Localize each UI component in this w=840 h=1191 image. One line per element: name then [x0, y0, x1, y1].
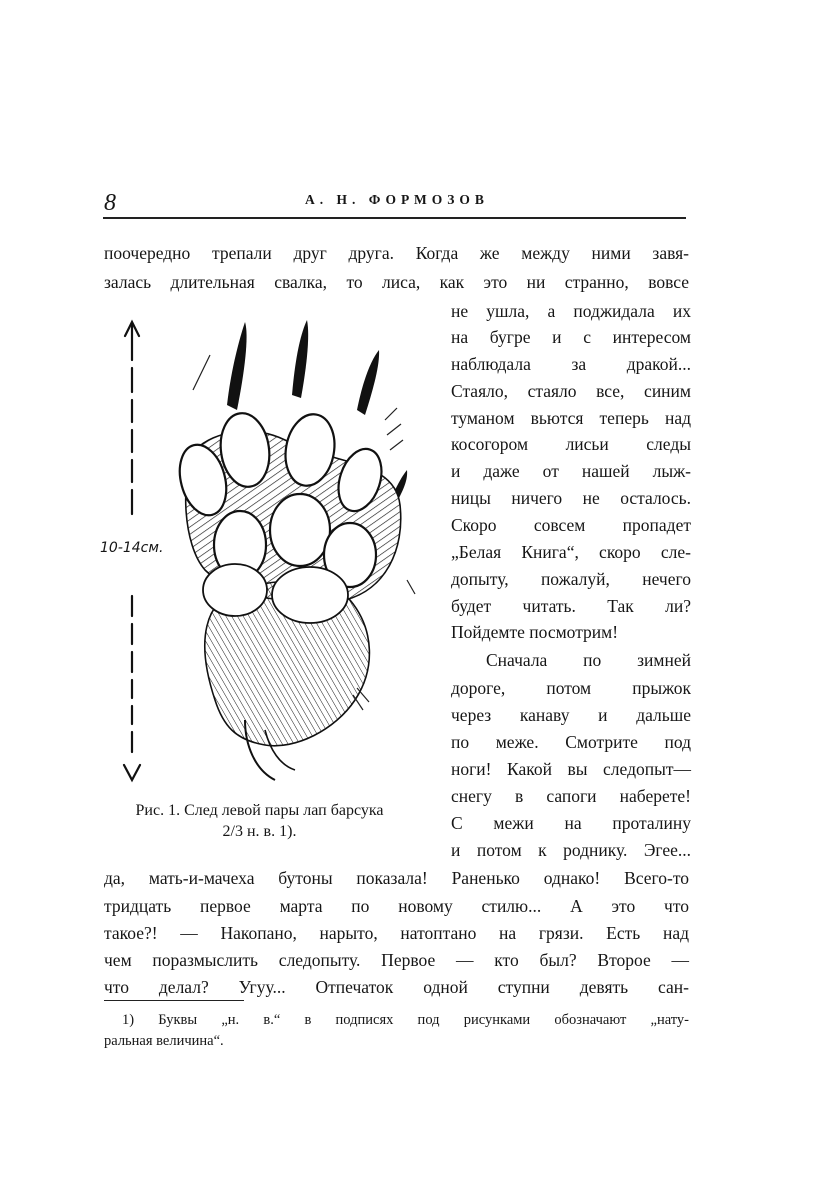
text-line: снегу в сапоги наберете!	[451, 786, 691, 806]
text-line: и потом к роднику. Эгее...	[451, 840, 691, 860]
text-line: С межи на проталину	[451, 813, 691, 833]
text-line: по меже. Смотрите под	[451, 732, 691, 752]
text-line: что делал? Угуу... Отпечаток одной ступни девять сан-	[104, 977, 689, 997]
text-line: ноги! Какой вы следопыт—	[451, 759, 691, 779]
page-number: 8	[104, 190, 116, 216]
text-line: ницы ничего не осталось.	[451, 488, 691, 508]
text-line: Сначала по зимней	[486, 650, 691, 670]
text-line: через канаву и дальше	[451, 705, 691, 725]
caption-line-1: Рис. 1. След левой пары лап барсука	[135, 802, 384, 819]
footnote-text: Буквы „н. в.“ в подписях под рисунками обозначают „нату-	[158, 1012, 689, 1028]
footnote-marker: 1)	[122, 1012, 135, 1028]
text-line: и даже от нашей лыж-	[451, 461, 691, 481]
text-line: Стаяло, стаяло все, синим	[451, 381, 691, 401]
figure-caption	[87, 800, 432, 842]
header-rule	[103, 217, 686, 219]
text-line: залась длительная свалка, то лиса, как это ни странно, вовсе	[104, 272, 689, 292]
running-title: А. Н. ФОРМОЗОВ	[305, 192, 489, 207]
footnote-rule	[104, 1000, 244, 1001]
text-line: туманом вьются теперь над	[451, 408, 691, 428]
paw-print	[172, 410, 400, 780]
text-line: на бугре и с интересом	[451, 327, 691, 347]
text-line: наблюдала за дракой...	[451, 354, 691, 374]
text-line: поочередно трепали друг друга. Когда же между ними завя-	[104, 243, 689, 263]
text-line: не ушла, а поджидала их	[451, 301, 691, 321]
caption-line-2: 2/3 н. в. 1).	[222, 823, 297, 840]
text-line: Пойдемте посмотрим!	[451, 622, 619, 642]
text-line: такое?! — Накопано, нарыто, натоптано на грязи. Есть над	[104, 923, 689, 943]
text-line: „Белая Книга“, скоро сле-	[451, 542, 691, 562]
text-line: тридцать первое марта по новому стилю... А это что	[104, 896, 689, 916]
text-line: да, мать-и-мачеха бутоны показала! Раненько однако! Всего-то	[104, 868, 689, 888]
scale-label: 10-14см.	[100, 540, 164, 556]
text-line: будет читать. Так ли?	[451, 596, 691, 616]
footnote-line-1	[122, 1013, 689, 1028]
text-line: чем поразмыслить следопыту. Первое — кто был? Второе —	[104, 950, 689, 970]
text-line: дороге, потом прыжок	[451, 678, 691, 698]
text-line: косогором лисьи следы	[451, 434, 691, 454]
text-line: допыту, пожалуй, нечего	[451, 569, 691, 589]
text-line: Скоро совсем пропадет	[451, 515, 691, 535]
footnote-line-2: ральная величина“.	[104, 1033, 224, 1049]
